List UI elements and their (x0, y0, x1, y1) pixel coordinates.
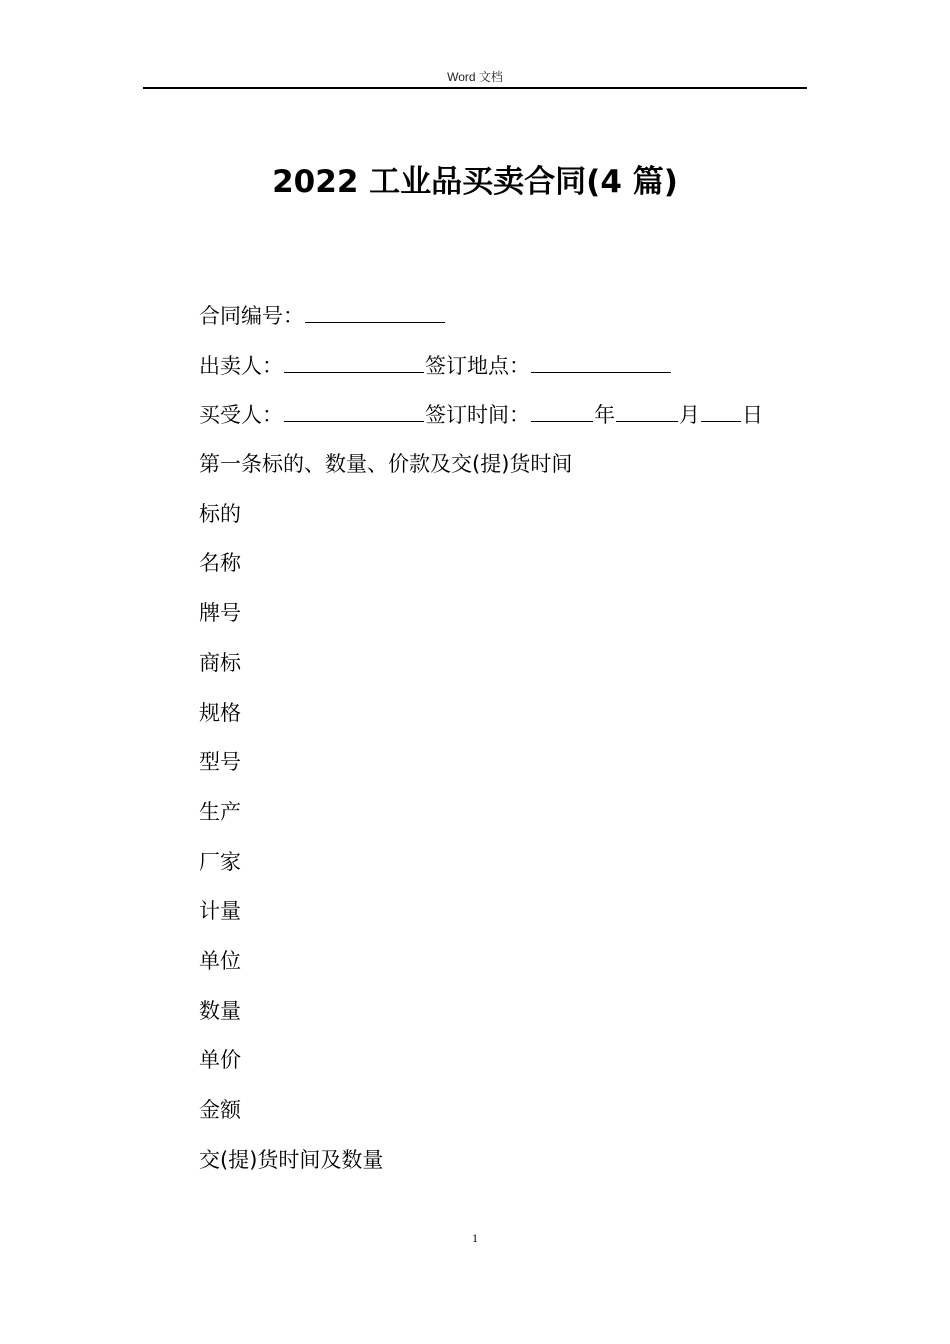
page-number: 1 (472, 1231, 478, 1245)
list-item: 数量 (199, 998, 241, 1023)
list-item: 交(提)货时间及数量 (199, 1147, 384, 1172)
list-item: 金额 (199, 1098, 241, 1122)
list-item: 单位 (199, 948, 241, 973)
list-item: 标的 (199, 501, 241, 526)
day-label: 日 (742, 403, 763, 428)
contract-body (199, 300, 819, 1194)
page-header: Word 文档 (447, 70, 503, 84)
buyer-label: 买受人： (199, 403, 283, 428)
buyer-line (199, 399, 819, 449)
month-label: 月 (679, 403, 700, 428)
header-divider (143, 87, 807, 89)
contract-number-label: 合同编号： (199, 304, 304, 328)
list-item: 计量 (199, 899, 241, 924)
day-blank (701, 399, 741, 422)
list-item: 型号 (199, 750, 241, 775)
list-item: 规格 (199, 700, 241, 725)
list-item: 牌号 (199, 601, 241, 626)
year-label: 年 (594, 403, 615, 428)
contract-number-blank (305, 300, 445, 323)
document-title: 2022 工业品买卖合同(4 篇) (272, 164, 678, 200)
seller-blank (284, 350, 424, 373)
clause-heading: 第一条标的、数量、价款及交(提)货时间 (199, 452, 573, 477)
list-item: 厂家 (199, 849, 241, 874)
buyer-blank (284, 399, 424, 422)
contract-number-line (199, 300, 819, 350)
sign-place-blank (531, 350, 671, 373)
list-item: 生产 (199, 799, 241, 824)
year-blank (531, 399, 593, 422)
seller-line (199, 350, 819, 400)
sign-time-label: 签订时间： (425, 403, 530, 428)
list-item: 单价 (199, 1048, 241, 1073)
month-blank (616, 399, 678, 422)
list-item: 名称 (199, 551, 241, 576)
sign-place-label: 签订地点： (425, 353, 530, 378)
list-item: 商标 (199, 650, 241, 675)
seller-label: 出卖人： (199, 353, 283, 378)
